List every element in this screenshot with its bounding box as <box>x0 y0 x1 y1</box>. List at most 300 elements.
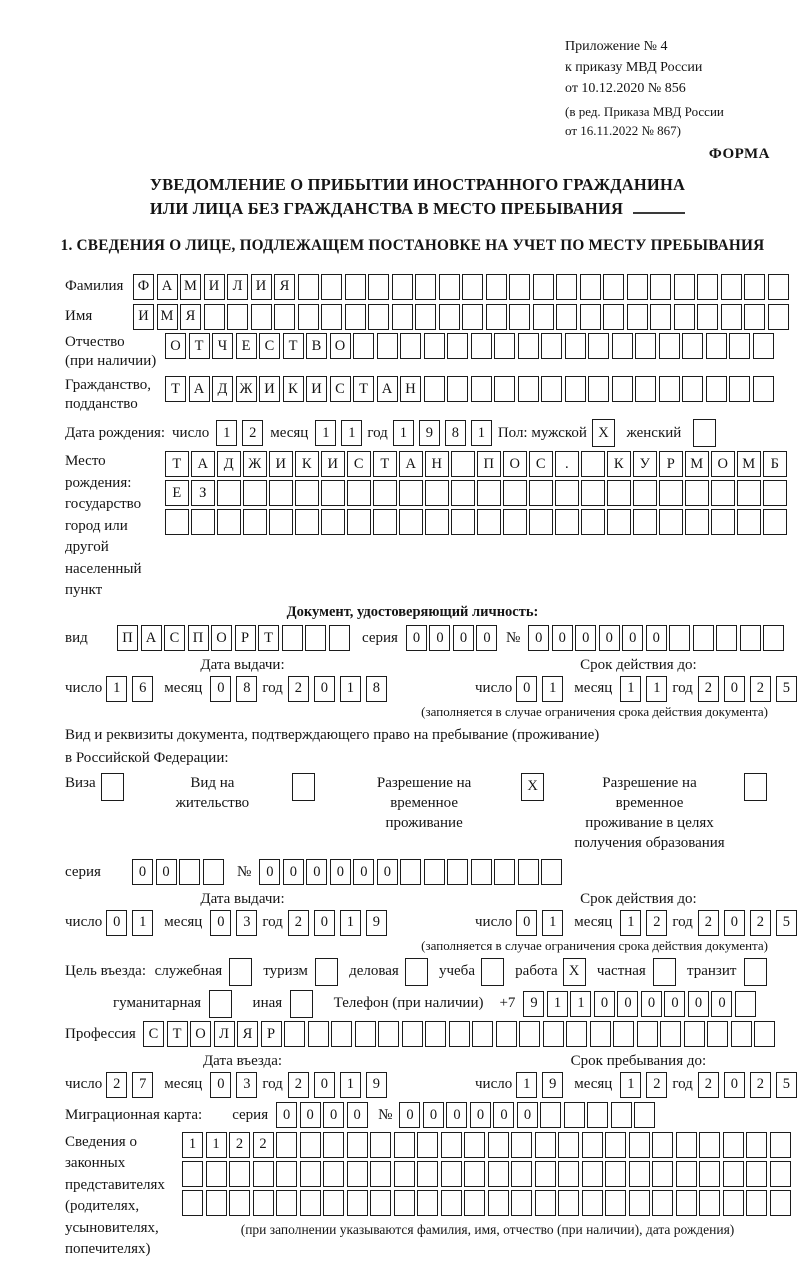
char-cell[interactable] <box>590 1021 611 1047</box>
char-cell[interactable] <box>321 304 342 330</box>
char-cell[interactable] <box>565 376 586 402</box>
char-cell[interactable] <box>486 274 507 300</box>
char-cell[interactable] <box>284 1021 305 1047</box>
char-cell[interactable] <box>566 1021 587 1047</box>
char-cell[interactable]: Т <box>283 333 304 359</box>
char-cell[interactable]: X <box>592 419 615 447</box>
char-cell[interactable]: Р <box>659 451 683 477</box>
char-cell[interactable]: С <box>347 451 371 477</box>
char-cell[interactable]: Т <box>167 1021 188 1047</box>
char-cell[interactable]: Я <box>237 1021 258 1047</box>
char-cell[interactable] <box>394 1161 415 1187</box>
char-cell[interactable] <box>629 1132 650 1158</box>
char-cell[interactable] <box>676 1132 697 1158</box>
char-cell[interactable]: 0 <box>106 910 127 936</box>
char-cell[interactable]: 6 <box>132 676 153 702</box>
char-cell[interactable] <box>603 274 624 300</box>
char-cell[interactable] <box>481 958 504 986</box>
char-cell[interactable]: 0 <box>599 625 620 651</box>
char-cell[interactable]: 0 <box>622 625 643 651</box>
char-cell[interactable] <box>611 1102 632 1128</box>
char-cell[interactable] <box>633 509 657 535</box>
char-cell[interactable]: 0 <box>314 1072 335 1098</box>
char-cell[interactable]: 1 <box>315 420 336 446</box>
char-cell[interactable] <box>518 859 539 885</box>
char-cell[interactable] <box>635 333 656 359</box>
char-cell[interactable] <box>204 304 225 330</box>
char-cell[interactable] <box>511 1132 532 1158</box>
char-cell[interactable]: О <box>211 625 232 651</box>
char-cell[interactable] <box>392 274 413 300</box>
char-cell[interactable] <box>165 509 189 535</box>
char-cell[interactable]: 0 <box>470 1102 491 1128</box>
char-cell[interactable]: Р <box>235 625 256 651</box>
char-cell[interactable]: 2 <box>750 910 771 936</box>
char-cell[interactable] <box>627 274 648 300</box>
char-cell[interactable] <box>424 333 445 359</box>
temp-permit-checkbox[interactable] <box>521 773 547 801</box>
char-cell[interactable]: А <box>191 451 215 477</box>
char-cell[interactable] <box>674 274 695 300</box>
char-cell[interactable] <box>629 1190 650 1216</box>
char-cell[interactable]: 2 <box>288 910 309 936</box>
char-cell[interactable]: М <box>157 304 178 330</box>
visa-checkbox[interactable] <box>101 773 127 801</box>
purpose-tranzit-checkbox[interactable] <box>744 958 770 986</box>
char-cell[interactable] <box>706 333 727 359</box>
char-cell[interactable] <box>737 480 761 506</box>
char-cell[interactable] <box>417 1190 438 1216</box>
char-cell[interactable]: 0 <box>528 625 549 651</box>
char-cell[interactable] <box>400 333 421 359</box>
char-cell[interactable] <box>353 333 374 359</box>
char-cell[interactable] <box>693 625 714 651</box>
char-cell[interactable]: 8 <box>236 676 257 702</box>
char-cell[interactable] <box>558 1132 579 1158</box>
char-cell[interactable] <box>471 859 492 885</box>
char-cell[interactable] <box>535 1190 556 1216</box>
residence-permit-checkbox[interactable] <box>292 773 318 801</box>
char-cell[interactable]: 5 <box>776 910 797 936</box>
char-cell[interactable] <box>449 1021 470 1047</box>
char-cell[interactable] <box>464 1132 485 1158</box>
char-cell[interactable] <box>269 480 293 506</box>
char-cell[interactable] <box>763 509 787 535</box>
char-cell[interactable]: О <box>503 451 527 477</box>
char-cell[interactable]: И <box>269 451 293 477</box>
char-cell[interactable] <box>370 1161 391 1187</box>
char-cell[interactable] <box>564 1102 585 1128</box>
char-cell[interactable]: 2 <box>698 676 719 702</box>
char-cell[interactable] <box>729 333 750 359</box>
char-cell[interactable] <box>754 1021 775 1047</box>
char-cell[interactable] <box>323 1132 344 1158</box>
char-cell[interactable] <box>605 1161 626 1187</box>
char-cell[interactable] <box>394 1132 415 1158</box>
char-cell[interactable]: 0 <box>641 991 662 1017</box>
char-cell[interactable]: 0 <box>306 859 327 885</box>
char-cell[interactable] <box>581 509 605 535</box>
char-cell[interactable] <box>477 480 501 506</box>
char-cell[interactable]: 2 <box>698 910 719 936</box>
char-cell[interactable]: М <box>737 451 761 477</box>
char-cell[interactable] <box>740 625 761 651</box>
char-cell[interactable]: О <box>190 1021 211 1047</box>
char-cell[interactable] <box>605 1190 626 1216</box>
char-cell[interactable] <box>699 1161 720 1187</box>
char-cell[interactable]: И <box>321 451 345 477</box>
char-cell[interactable]: 0 <box>210 676 231 702</box>
char-cell[interactable]: 1 <box>542 676 563 702</box>
char-cell[interactable]: О <box>330 333 351 359</box>
purpose-inaya-checkbox[interactable] <box>290 990 316 1018</box>
char-cell[interactable] <box>243 509 267 535</box>
char-cell[interactable] <box>377 333 398 359</box>
char-cell[interactable] <box>650 304 671 330</box>
char-cell[interactable]: Б <box>763 451 787 477</box>
char-cell[interactable]: 0 <box>132 859 153 885</box>
char-cell[interactable] <box>441 1161 462 1187</box>
char-cell[interactable] <box>555 480 579 506</box>
char-cell[interactable] <box>347 480 371 506</box>
char-cell[interactable] <box>565 333 586 359</box>
char-cell[interactable]: 0 <box>314 910 335 936</box>
char-cell[interactable] <box>685 480 709 506</box>
char-cell[interactable]: 0 <box>156 859 177 885</box>
char-cell[interactable] <box>424 376 445 402</box>
char-cell[interactable] <box>509 304 530 330</box>
char-cell[interactable] <box>345 304 366 330</box>
char-cell[interactable] <box>588 333 609 359</box>
char-cell[interactable] <box>229 1190 250 1216</box>
char-cell[interactable] <box>399 480 423 506</box>
char-cell[interactable] <box>603 304 624 330</box>
char-cell[interactable]: 0 <box>259 859 280 885</box>
char-cell[interactable] <box>471 333 492 359</box>
char-cell[interactable]: 1 <box>570 991 591 1017</box>
char-cell[interactable] <box>417 1161 438 1187</box>
char-cell[interactable] <box>555 509 579 535</box>
char-cell[interactable] <box>735 991 756 1017</box>
char-cell[interactable] <box>770 1132 791 1158</box>
char-cell[interactable]: 1 <box>542 910 563 936</box>
char-cell[interactable] <box>744 773 767 801</box>
char-cell[interactable] <box>693 419 716 447</box>
char-cell[interactable] <box>451 509 475 535</box>
char-cell[interactable] <box>556 304 577 330</box>
char-cell[interactable] <box>300 1132 321 1158</box>
char-cell[interactable]: И <box>306 376 327 402</box>
char-cell[interactable] <box>697 274 718 300</box>
char-cell[interactable] <box>292 773 315 801</box>
char-cell[interactable]: 0 <box>552 625 573 651</box>
char-cell[interactable]: П <box>117 625 138 651</box>
char-cell[interactable] <box>370 1190 391 1216</box>
char-cell[interactable] <box>529 480 553 506</box>
char-cell[interactable] <box>471 376 492 402</box>
char-cell[interactable] <box>629 1161 650 1187</box>
char-cell[interactable]: 0 <box>353 859 374 885</box>
char-cell[interactable] <box>652 1132 673 1158</box>
char-cell[interactable] <box>300 1190 321 1216</box>
char-cell[interactable]: И <box>133 304 154 330</box>
char-cell[interactable] <box>699 1132 720 1158</box>
char-cell[interactable] <box>206 1161 227 1187</box>
char-cell[interactable]: Я <box>180 304 201 330</box>
char-cell[interactable]: 1 <box>393 420 414 446</box>
char-cell[interactable]: С <box>529 451 553 477</box>
char-cell[interactable] <box>612 376 633 402</box>
char-cell[interactable] <box>392 304 413 330</box>
char-cell[interactable] <box>494 333 515 359</box>
char-cell[interactable] <box>496 1021 517 1047</box>
char-cell[interactable] <box>243 480 267 506</box>
char-cell[interactable] <box>378 1021 399 1047</box>
char-cell[interactable]: 0 <box>406 625 427 651</box>
char-cell[interactable]: . <box>555 451 579 477</box>
char-cell[interactable] <box>447 859 468 885</box>
char-cell[interactable] <box>558 1161 579 1187</box>
char-cell[interactable]: 2 <box>698 1072 719 1098</box>
char-cell[interactable] <box>347 1190 368 1216</box>
char-cell[interactable]: 0 <box>446 1102 467 1128</box>
char-cell[interactable] <box>425 1021 446 1047</box>
char-cell[interactable] <box>451 451 475 477</box>
char-cell[interactable] <box>588 376 609 402</box>
char-cell[interactable] <box>633 480 657 506</box>
char-cell[interactable] <box>503 509 527 535</box>
char-cell[interactable] <box>682 333 703 359</box>
char-cell[interactable] <box>415 304 436 330</box>
char-cell[interactable]: К <box>607 451 631 477</box>
char-cell[interactable]: 1 <box>620 910 641 936</box>
purpose-gumanitarnaya-checkbox[interactable] <box>209 990 235 1018</box>
char-cell[interactable]: 2 <box>253 1132 274 1158</box>
char-cell[interactable]: 1 <box>132 910 153 936</box>
char-cell[interactable]: Т <box>353 376 374 402</box>
char-cell[interactable]: 0 <box>711 991 732 1017</box>
char-cell[interactable] <box>533 274 554 300</box>
char-cell[interactable]: 0 <box>516 910 537 936</box>
char-cell[interactable] <box>295 509 319 535</box>
char-cell[interactable]: 1 <box>516 1072 537 1098</box>
char-cell[interactable]: 0 <box>276 1102 297 1128</box>
char-cell[interactable]: А <box>399 451 423 477</box>
char-cell[interactable]: Т <box>189 333 210 359</box>
char-cell[interactable]: Т <box>165 451 189 477</box>
purpose-turizm-checkbox[interactable] <box>315 958 341 986</box>
char-cell[interactable]: 0 <box>517 1102 538 1128</box>
char-cell[interactable]: 9 <box>366 1072 387 1098</box>
char-cell[interactable] <box>425 480 449 506</box>
char-cell[interactable] <box>347 509 371 535</box>
char-cell[interactable]: А <box>157 274 178 300</box>
char-cell[interactable] <box>529 509 553 535</box>
char-cell[interactable] <box>329 625 350 651</box>
char-cell[interactable] <box>763 625 784 651</box>
char-cell[interactable]: 2 <box>750 676 771 702</box>
char-cell[interactable] <box>290 990 313 1018</box>
char-cell[interactable]: 9 <box>419 420 440 446</box>
char-cell[interactable] <box>253 1190 274 1216</box>
char-cell[interactable]: 2 <box>288 1072 309 1098</box>
char-cell[interactable]: 2 <box>106 1072 127 1098</box>
char-cell[interactable] <box>582 1161 603 1187</box>
char-cell[interactable]: Ч <box>212 333 233 359</box>
char-cell[interactable]: 0 <box>423 1102 444 1128</box>
char-cell[interactable] <box>541 333 562 359</box>
char-cell[interactable]: 8 <box>445 420 466 446</box>
char-cell[interactable] <box>182 1190 203 1216</box>
char-cell[interactable]: Л <box>227 274 248 300</box>
char-cell[interactable] <box>464 1190 485 1216</box>
char-cell[interactable] <box>253 1161 274 1187</box>
char-cell[interactable] <box>300 1161 321 1187</box>
char-cell[interactable] <box>394 1190 415 1216</box>
char-cell[interactable] <box>206 1190 227 1216</box>
char-cell[interactable]: 1 <box>646 676 667 702</box>
char-cell[interactable]: 2 <box>750 1072 771 1098</box>
char-cell[interactable] <box>439 304 460 330</box>
char-cell[interactable] <box>295 480 319 506</box>
char-cell[interactable]: 9 <box>523 991 544 1017</box>
char-cell[interactable] <box>373 480 397 506</box>
char-cell[interactable]: К <box>295 451 319 477</box>
char-cell[interactable] <box>723 1161 744 1187</box>
char-cell[interactable] <box>251 304 272 330</box>
char-cell[interactable]: Т <box>165 376 186 402</box>
char-cell[interactable] <box>558 1190 579 1216</box>
char-cell[interactable]: З <box>191 480 215 506</box>
char-cell[interactable] <box>462 274 483 300</box>
char-cell[interactable] <box>399 509 423 535</box>
char-cell[interactable] <box>509 274 530 300</box>
char-cell[interactable] <box>635 376 656 402</box>
char-cell[interactable] <box>637 1021 658 1047</box>
char-cell[interactable] <box>518 333 539 359</box>
char-cell[interactable] <box>321 509 345 535</box>
char-cell[interactable] <box>405 958 428 986</box>
char-cell[interactable] <box>424 859 445 885</box>
char-cell[interactable] <box>368 304 389 330</box>
char-cell[interactable] <box>347 1161 368 1187</box>
char-cell[interactable] <box>541 859 562 885</box>
char-cell[interactable] <box>217 509 241 535</box>
char-cell[interactable] <box>486 304 507 330</box>
char-cell[interactable] <box>298 304 319 330</box>
char-cell[interactable]: К <box>283 376 304 402</box>
char-cell[interactable] <box>274 304 295 330</box>
char-cell[interactable]: 0 <box>283 859 304 885</box>
char-cell[interactable] <box>269 509 293 535</box>
char-cell[interactable] <box>331 1021 352 1047</box>
char-cell[interactable] <box>179 859 200 885</box>
char-cell[interactable]: 3 <box>236 910 257 936</box>
char-cell[interactable] <box>203 859 224 885</box>
char-cell[interactable] <box>684 1021 705 1047</box>
char-cell[interactable] <box>182 1161 203 1187</box>
char-cell[interactable] <box>494 859 515 885</box>
char-cell[interactable]: X <box>563 958 586 986</box>
char-cell[interactable] <box>659 376 680 402</box>
char-cell[interactable] <box>447 376 468 402</box>
char-cell[interactable]: А <box>377 376 398 402</box>
char-cell[interactable] <box>227 304 248 330</box>
char-cell[interactable]: 0 <box>330 859 351 885</box>
char-cell[interactable] <box>494 376 515 402</box>
char-cell[interactable] <box>556 274 577 300</box>
char-cell[interactable] <box>659 480 683 506</box>
char-cell[interactable]: Ж <box>243 451 267 477</box>
purpose-rabota-checkbox[interactable] <box>563 958 589 986</box>
char-cell[interactable]: 8 <box>366 676 387 702</box>
char-cell[interactable] <box>685 509 709 535</box>
char-cell[interactable] <box>217 480 241 506</box>
char-cell[interactable] <box>770 1190 791 1216</box>
char-cell[interactable] <box>191 509 215 535</box>
char-cell[interactable] <box>746 1190 767 1216</box>
char-cell[interactable]: Р <box>261 1021 282 1047</box>
char-cell[interactable]: 0 <box>493 1102 514 1128</box>
char-cell[interactable]: 5 <box>776 1072 797 1098</box>
char-cell[interactable] <box>503 480 527 506</box>
char-cell[interactable] <box>323 1161 344 1187</box>
char-cell[interactable] <box>451 480 475 506</box>
char-cell[interactable]: 2 <box>646 910 667 936</box>
char-cell[interactable] <box>229 1161 250 1187</box>
char-cell[interactable] <box>768 274 789 300</box>
char-cell[interactable]: А <box>141 625 162 651</box>
char-cell[interactable] <box>488 1161 509 1187</box>
char-cell[interactable]: 1 <box>341 420 362 446</box>
char-cell[interactable] <box>101 773 124 801</box>
char-cell[interactable] <box>370 1132 391 1158</box>
char-cell[interactable] <box>711 509 735 535</box>
char-cell[interactable] <box>462 304 483 330</box>
char-cell[interactable] <box>744 274 765 300</box>
char-cell[interactable]: 2 <box>229 1132 250 1158</box>
char-cell[interactable] <box>581 480 605 506</box>
char-cell[interactable]: 0 <box>453 625 474 651</box>
sex-female-checkbox[interactable] <box>693 419 719 447</box>
char-cell[interactable] <box>669 625 690 651</box>
char-cell[interactable] <box>582 1132 603 1158</box>
char-cell[interactable] <box>276 1132 297 1158</box>
char-cell[interactable]: 0 <box>724 1072 745 1098</box>
char-cell[interactable] <box>634 1102 655 1128</box>
char-cell[interactable] <box>315 958 338 986</box>
char-cell[interactable] <box>276 1190 297 1216</box>
char-cell[interactable] <box>582 1190 603 1216</box>
char-cell[interactable] <box>699 1190 720 1216</box>
char-cell[interactable] <box>721 274 742 300</box>
char-cell[interactable] <box>441 1190 462 1216</box>
char-cell[interactable]: 0 <box>516 676 537 702</box>
char-cell[interactable]: 0 <box>664 991 685 1017</box>
char-cell[interactable] <box>368 274 389 300</box>
char-cell[interactable]: Т <box>258 625 279 651</box>
char-cell[interactable] <box>581 451 605 477</box>
char-cell[interactable]: 0 <box>210 1072 231 1098</box>
char-cell[interactable] <box>723 1132 744 1158</box>
char-cell[interactable]: 1 <box>216 420 237 446</box>
char-cell[interactable]: 1 <box>620 676 641 702</box>
char-cell[interactable] <box>540 1102 561 1128</box>
char-cell[interactable]: 2 <box>242 420 263 446</box>
char-cell[interactable] <box>716 625 737 651</box>
char-cell[interactable] <box>345 274 366 300</box>
char-cell[interactable]: С <box>330 376 351 402</box>
